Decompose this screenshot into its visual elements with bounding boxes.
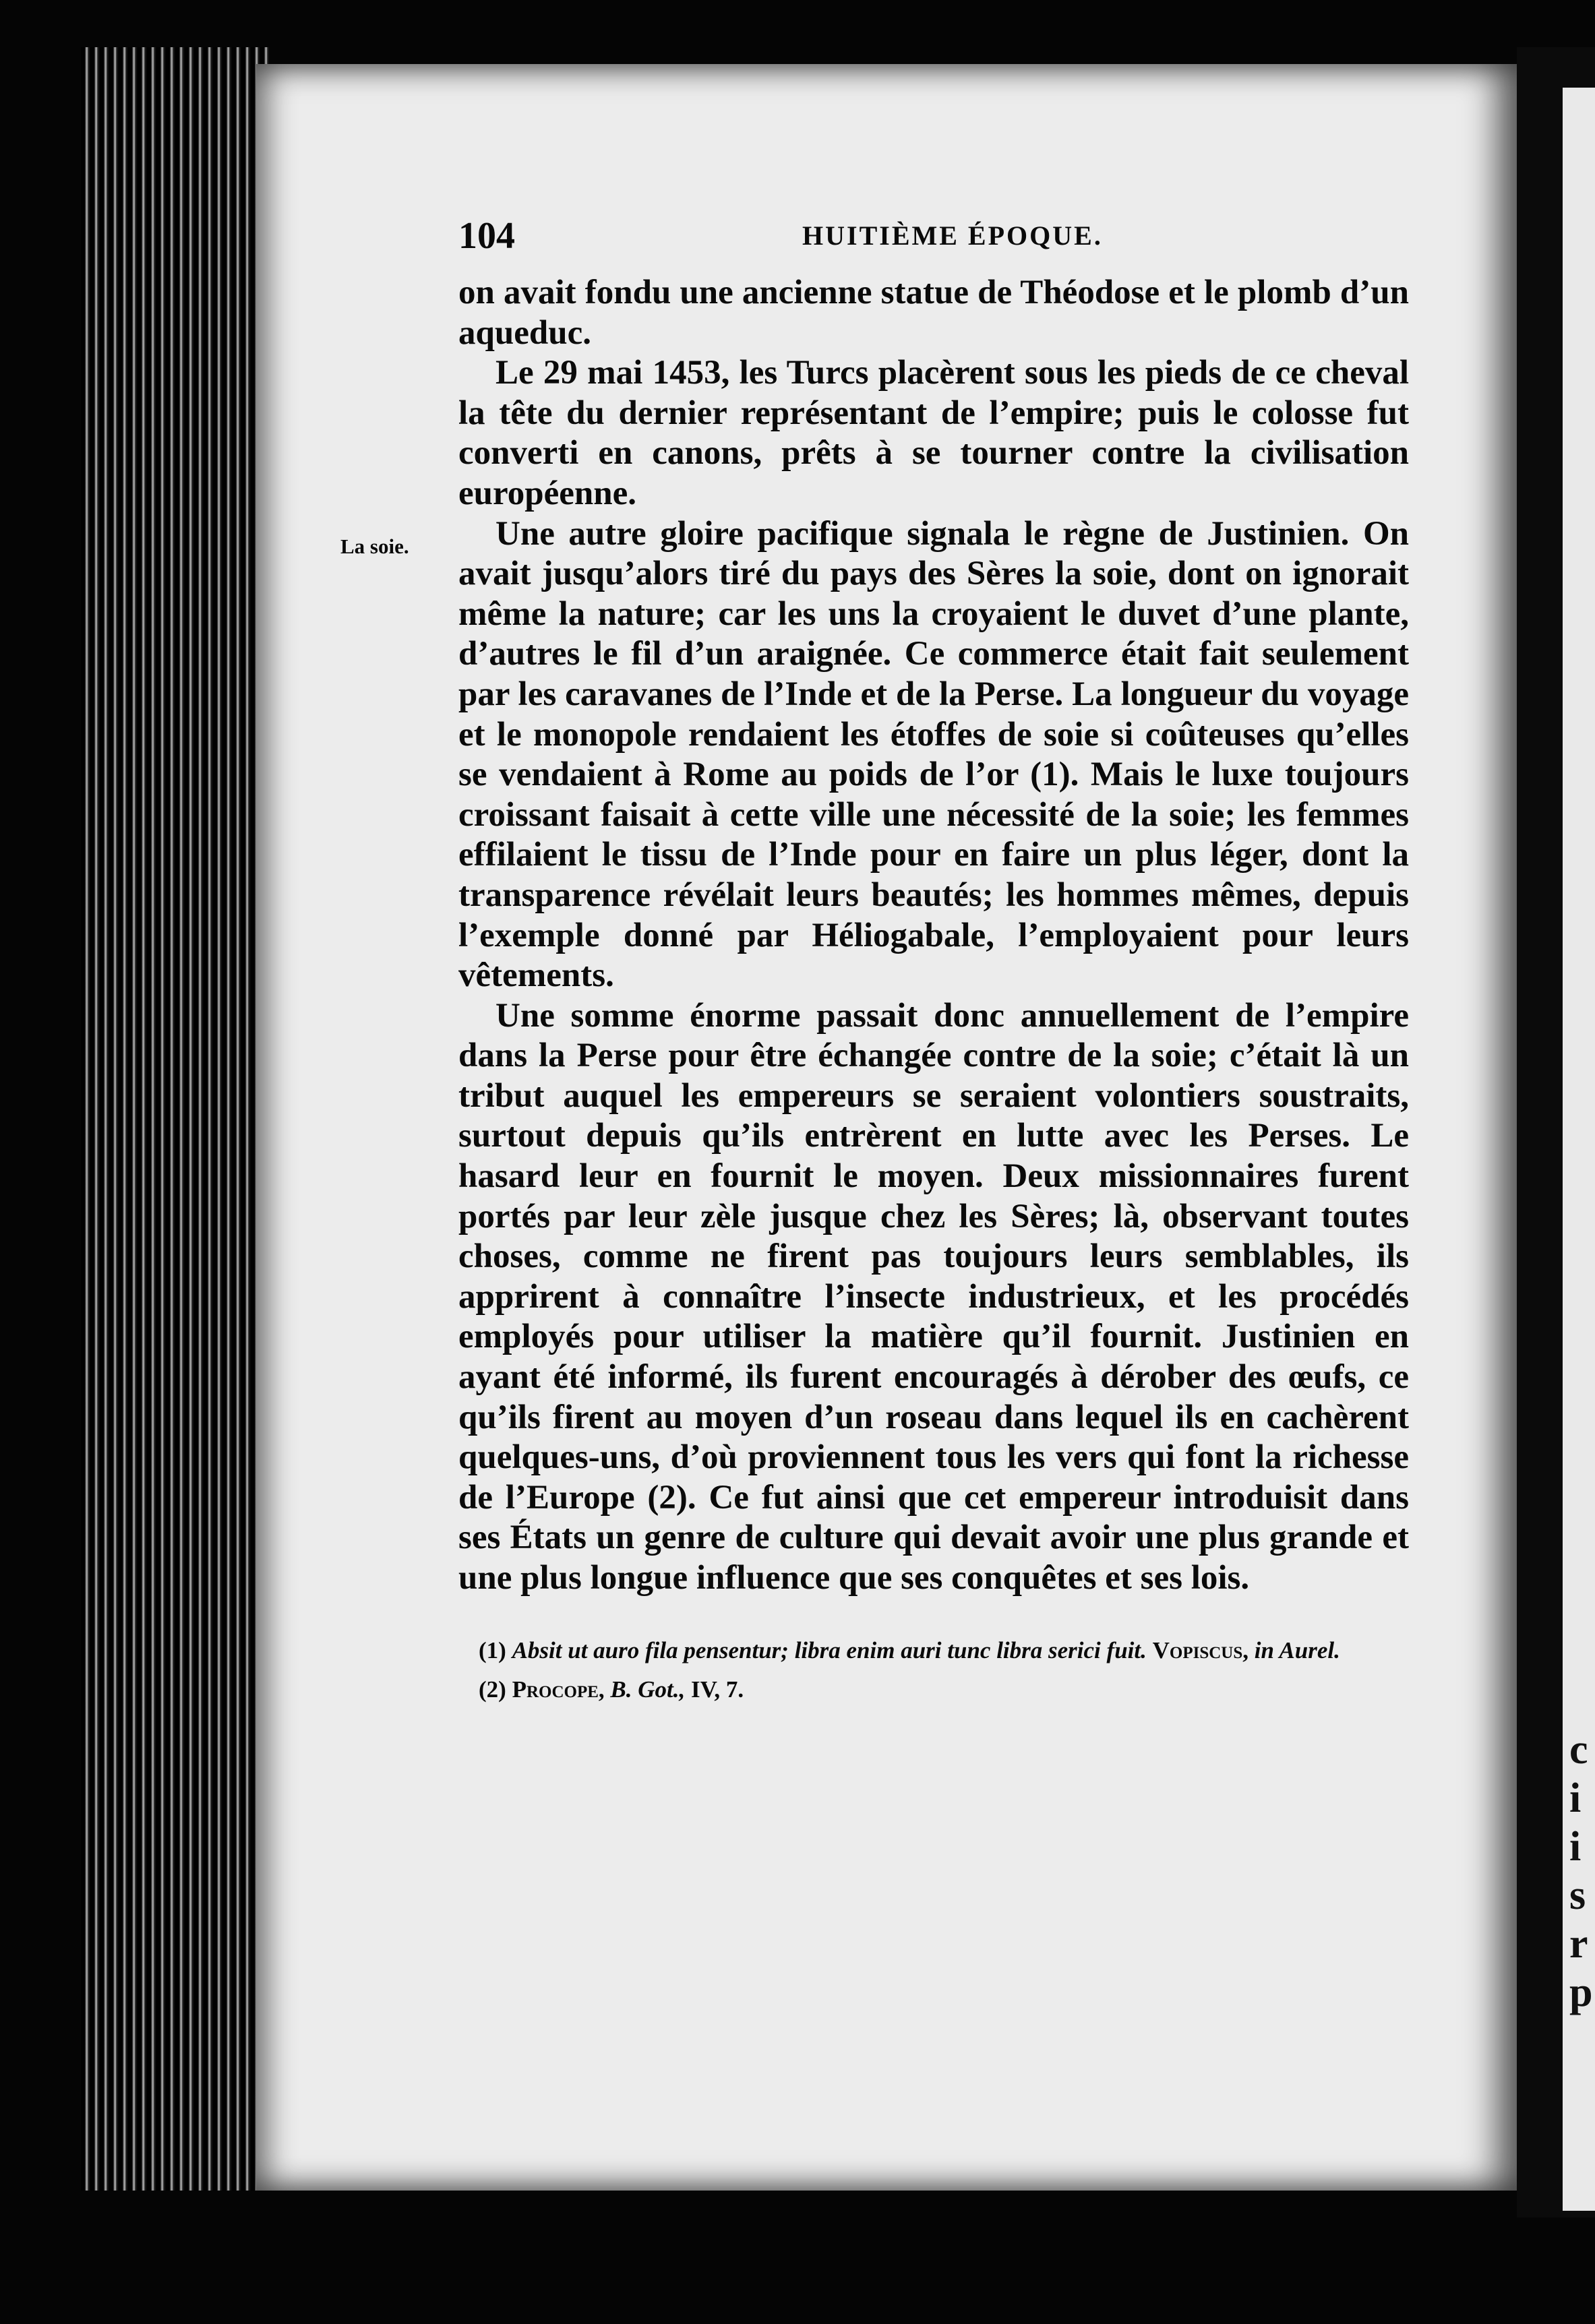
footnote-author: Procope, [512, 1676, 605, 1703]
footnote-quote: Absit ut auro fila pensentur; libra enim auri tunc libra serici fuit. [512, 1637, 1147, 1663]
adjacent-letter: r [1569, 1921, 1588, 1967]
adjacent-letter: c [1569, 1727, 1588, 1773]
adjacent-letter: i [1569, 1775, 1582, 1821]
body-text [458, 273, 1409, 1599]
footnote-marker: (1) [479, 1637, 506, 1663]
paragraph: Une autre gloire pacifique signala le règne de Justinien. On avait jusqu’alors tiré du pays des Sères la soie, dont on ignorait même la nature; car les uns la croyaient le duvet d’une plante, d’autres le fil d’un araignée. Ce commerce était fait seulement par les caravanes de l’Inde et de la Perse. La longueur du voyage et le monopole rendaient les étoffes de soie si coûteuses qu’elles se vendaient à Rome au poids de l’or (1). Mais le luxe toujours croissant faisait à cette ville une nécessité de la soie; les femmes effilaient le tissu de l’Inde pour en faire un plus léger, dont la transparence révélait leurs beautés; les hommes mêmes, depuis l’exemple donné par Héliogabale, l’employaient pour leurs vêtements. [458, 514, 1409, 995]
adjacent-letter: i [1569, 1824, 1582, 1870]
footnote-1 [458, 1631, 1409, 1670]
footnote-2 [458, 1670, 1409, 1709]
margin-note: La soie. [340, 534, 409, 558]
book-page-edges [81, 47, 270, 2191]
footnote-work: B. Got., [610, 1676, 686, 1703]
running-head: HUITIÈME ÉPOQUE. [802, 220, 1103, 251]
adjacent-letter: s [1569, 1872, 1586, 1918]
page-number: 104 [458, 215, 515, 257]
adjacent-page-letters [1569, 1725, 1595, 2017]
footnote-source: in Aurel. [1254, 1637, 1340, 1663]
footnote-author: Vopiscus, [1152, 1637, 1248, 1663]
page-header [458, 214, 1409, 262]
paragraph: Le 29 mai 1453, les Turcs placèrent sous les pieds de ce cheval la tête du dernier représentant de l’empire; puis le colosse fut converti en canons, prêts à se tourner contre la civilisation européenne. [458, 354, 1409, 512]
footnote-marker: (2) [479, 1676, 506, 1703]
adjacent-letter: p [1569, 1969, 1593, 2015]
paragraph: Une somme énorme passait donc annuellement de l’empire dans la Perse pour être échangée contre de la soie; c’était là un tribut auquel les empereurs se seraient volontiers soustraits, surtout depuis qu’ils entrèrent en lutte avec les Perses. Le hasard leur en fournit le moyen. Deux missionnaires furent portés par leur zèle jusque chez les Sères; là, observant toutes choses, comme ne firent pas toujours leurs semblables, ils apprirent à connaître l’insecte industrieux, et les procédés employés pour utiliser la matière qu’il fournit. Justinien en ayant été informé, ils furent encouragés à dérober des œufs, ce qu’ils firent au moyen d’un roseau dans lequel ils en cachèrent quelques-uns, d’où proviennent tous les vers qui font la richesse de l’Europe (2). Ce fut ainsi que cet empereur introduisit dans ses États un genre de culture qui devait avoir une plus grande et une plus longue influence que ses conquêtes et ses lois. [458, 996, 1409, 1597]
footnotes [458, 1631, 1409, 1709]
paragraph: on avait fondu une ancienne statue de Théodose et le plomb d’un aqueduc. [458, 274, 1409, 352]
footnote-ref: IV, 7. [691, 1676, 744, 1703]
